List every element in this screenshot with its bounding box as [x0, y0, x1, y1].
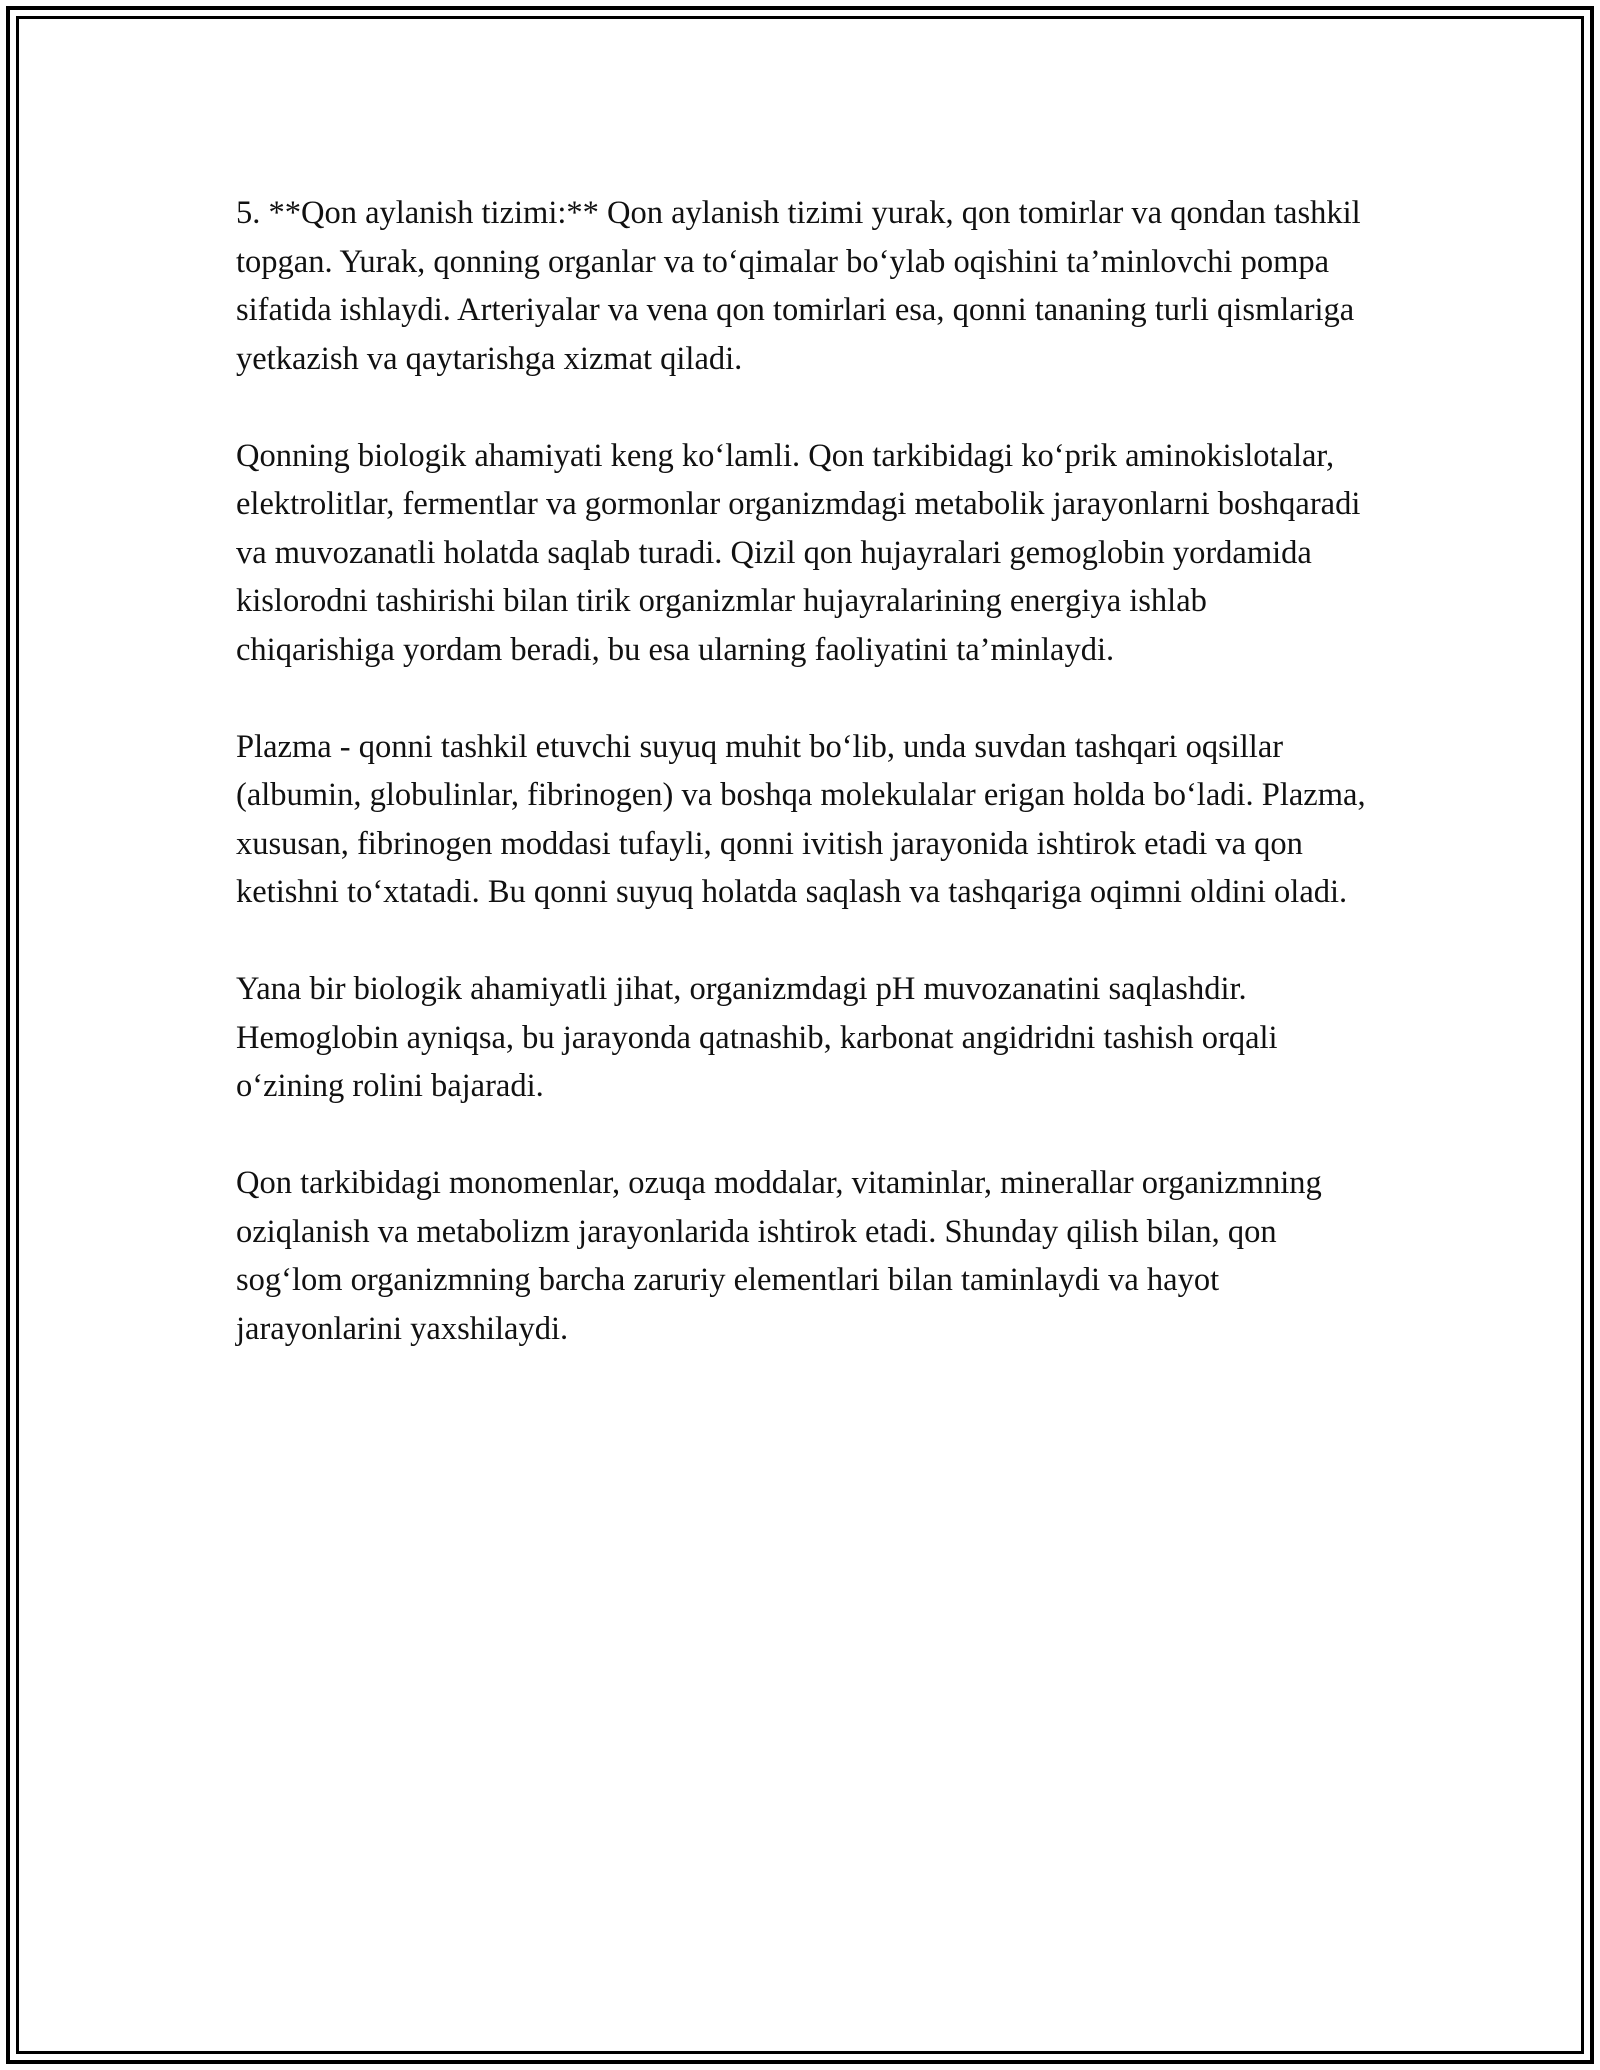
paragraph-nutrients: Qon tarkibidagi monomenlar, ozuqa moddalar, vitaminlar, minerallar organizmning oziqlanish va metabolizm jarayonlarida ishtirok etadi. Shunday qilish bilan, qon sog‘lom organizmning barcha zaruriy elementlari bilan taminlaydi va hayot jarayonlarini yaxshilaydi. — [236, 1165, 1322, 1347]
paragraph-ph-balance: Yana bir biologik ahamiyatli jihat, organizmdagi pH muvozanatini saqlashdir. Hemoglobin ayniqsa, bu jarayonda qatnashib, karbonat angidridni tashish orqali o‘zining rolini bajaradi. — [236, 971, 1278, 1104]
paragraph-plasma: Plazma - qonni tashkil etuvchi suyuq muhit bo‘lib, unda suvdan tashqari oqsillar (albumin, globulinlar, fibrinogen) va boshqa molekulalar erigan holda bo‘ladi. Plazma, xususan, fibrinogen moddasi tufayli, qonni ivitish jarayonida ishtirok etadi va qon ketishni to‘xtatadi. Bu qonni suyuq holatda saqlash va tashqariga oqimni oldini oladi. — [236, 728, 1366, 910]
document-body — [236, 189, 1366, 1402]
paragraph-biological-significance: Qonning biologik ahamiyati keng ko‘lamli. Qon tarkibidagi ko‘prik aminokislotalar, elektrolitlar, fermentlar va gormonlar organizmdagi metabolik jarayonlarni boshqaradi va muvozanatli holatda saqlab turadi. Qizil qon hujayralari gemoglobin yordamida kislorodni tashirishi bilan tirik organizmlar hujayralarining energiya ishlab chiqarishiga yordam beradi, bu esa ularning faoliyatini ta’minlaydi. — [236, 437, 1361, 668]
paragraph-circulatory-system: 5. **Qon aylanish tizimi:** Qon aylanish tizimi yurak, qon tomirlar va qondan tashkil topgan. Yurak, qonning organlar va to‘qimalar bo‘ylab oqishini ta’minlovchi pompa sifatida ishlaydi. Arteriyalar va vena qon tomirlari esa, qonni tananing turli qismlariga yetkazish va qaytarishga xizmat qiladi. — [236, 195, 1361, 377]
